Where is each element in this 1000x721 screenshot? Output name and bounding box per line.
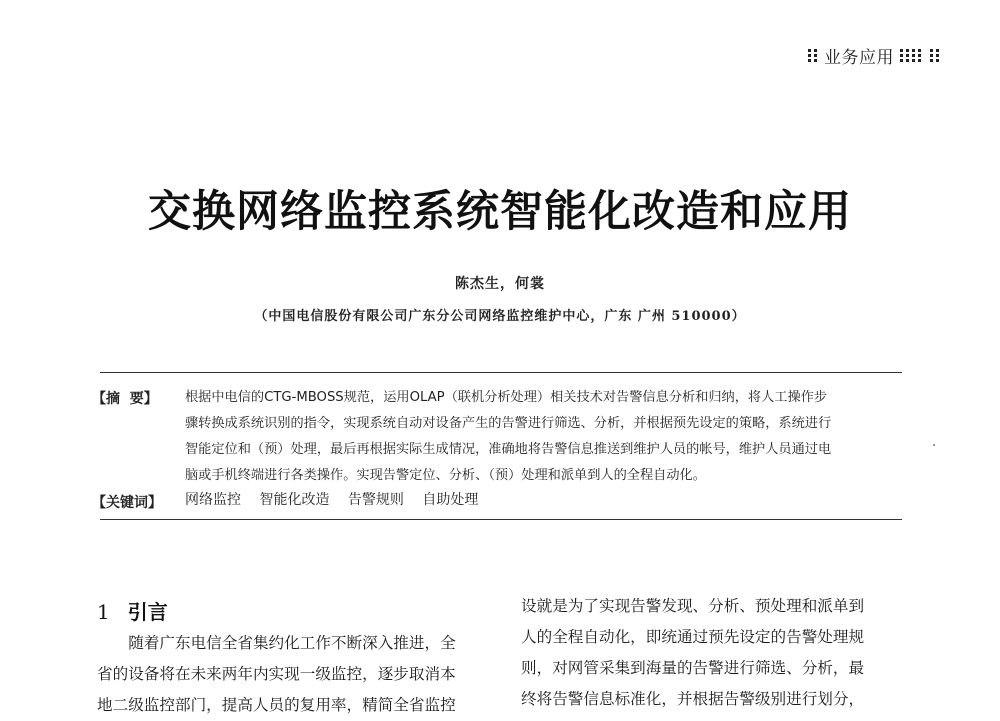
abstract-line: 根据中电信的CTG-MBOSS规范，运用OLAP（联机分析处理）相关技术对告警信息分析和归纳，将人工操作步 <box>185 390 828 405</box>
keywords-list <box>185 489 492 509</box>
body-line: 随着广东电信全省集约化工作不断深入推进，全 <box>97 634 456 652</box>
abstract-label: 【摘 要】 <box>92 391 158 407</box>
body-line: 设就是为了实现告警发现、分析、预处理和派单到 <box>521 597 865 615</box>
body-line: 人的全程自动化，即统通过预先设定的告警处理规 <box>521 628 865 646</box>
body-line: 省的设备将在未来两年内实现一级监控，逐步取消本 <box>97 665 456 683</box>
scan-speck <box>933 444 935 446</box>
body-column-right <box>521 591 911 715</box>
keywords-label: 【关键词】 <box>92 495 162 511</box>
keyword: 自助处理 <box>422 492 479 508</box>
abstract-text <box>185 385 905 489</box>
abstract-line: 骤转换成系统识别的指令，实现系统自动对设备产生的告警进行筛选、分析，并根据预先设定的策略，系统进行 <box>185 416 832 431</box>
section-tag-label: 业务应用 <box>824 48 894 68</box>
abstract-line: 智能定位和（预）处理，最后再根据实际生成情况，准确地将告警信息推送到维护人员的帐号，维护人员通过电 <box>185 442 832 457</box>
article-authors: 陈杰生，何裳 <box>455 276 545 292</box>
keyword: 智能化改造 <box>259 492 330 508</box>
body-line: 则，对网管采集到海量的告警进行筛选、分析，最 <box>521 659 865 677</box>
dots-ornament-left <box>808 49 818 62</box>
dots-ornament-right-small <box>930 49 940 62</box>
abstract-line: 脑或手机终端进行各类操作。实现告警定位、分析、（预）处理和派单到人的全程自动化。 <box>185 468 706 483</box>
article-title: 交换网络监控系统智能化改造和应用 <box>148 187 852 237</box>
dots-ornament-right <box>900 49 922 62</box>
keyword: 告警规则 <box>347 492 404 508</box>
body-column-left <box>97 628 487 721</box>
abstract-bottom-rule <box>100 519 902 520</box>
article-affiliation: （中国电信股份有限公司广东分公司网络监控维护中心，广东 广州 510000） <box>254 309 746 324</box>
body-line: 终将告警信息标准化，并根据告警级别进行划分， <box>521 690 865 708</box>
section-number: 1 <box>97 600 110 624</box>
section-heading <box>97 596 168 625</box>
section-title: 引言 <box>127 600 168 624</box>
section-tag <box>806 43 942 68</box>
keyword: 网络监控 <box>185 492 241 508</box>
body-line: 地二级监控部门，提高人员的复用率，精简全省监控 <box>97 696 456 714</box>
abstract-top-rule <box>100 372 902 373</box>
